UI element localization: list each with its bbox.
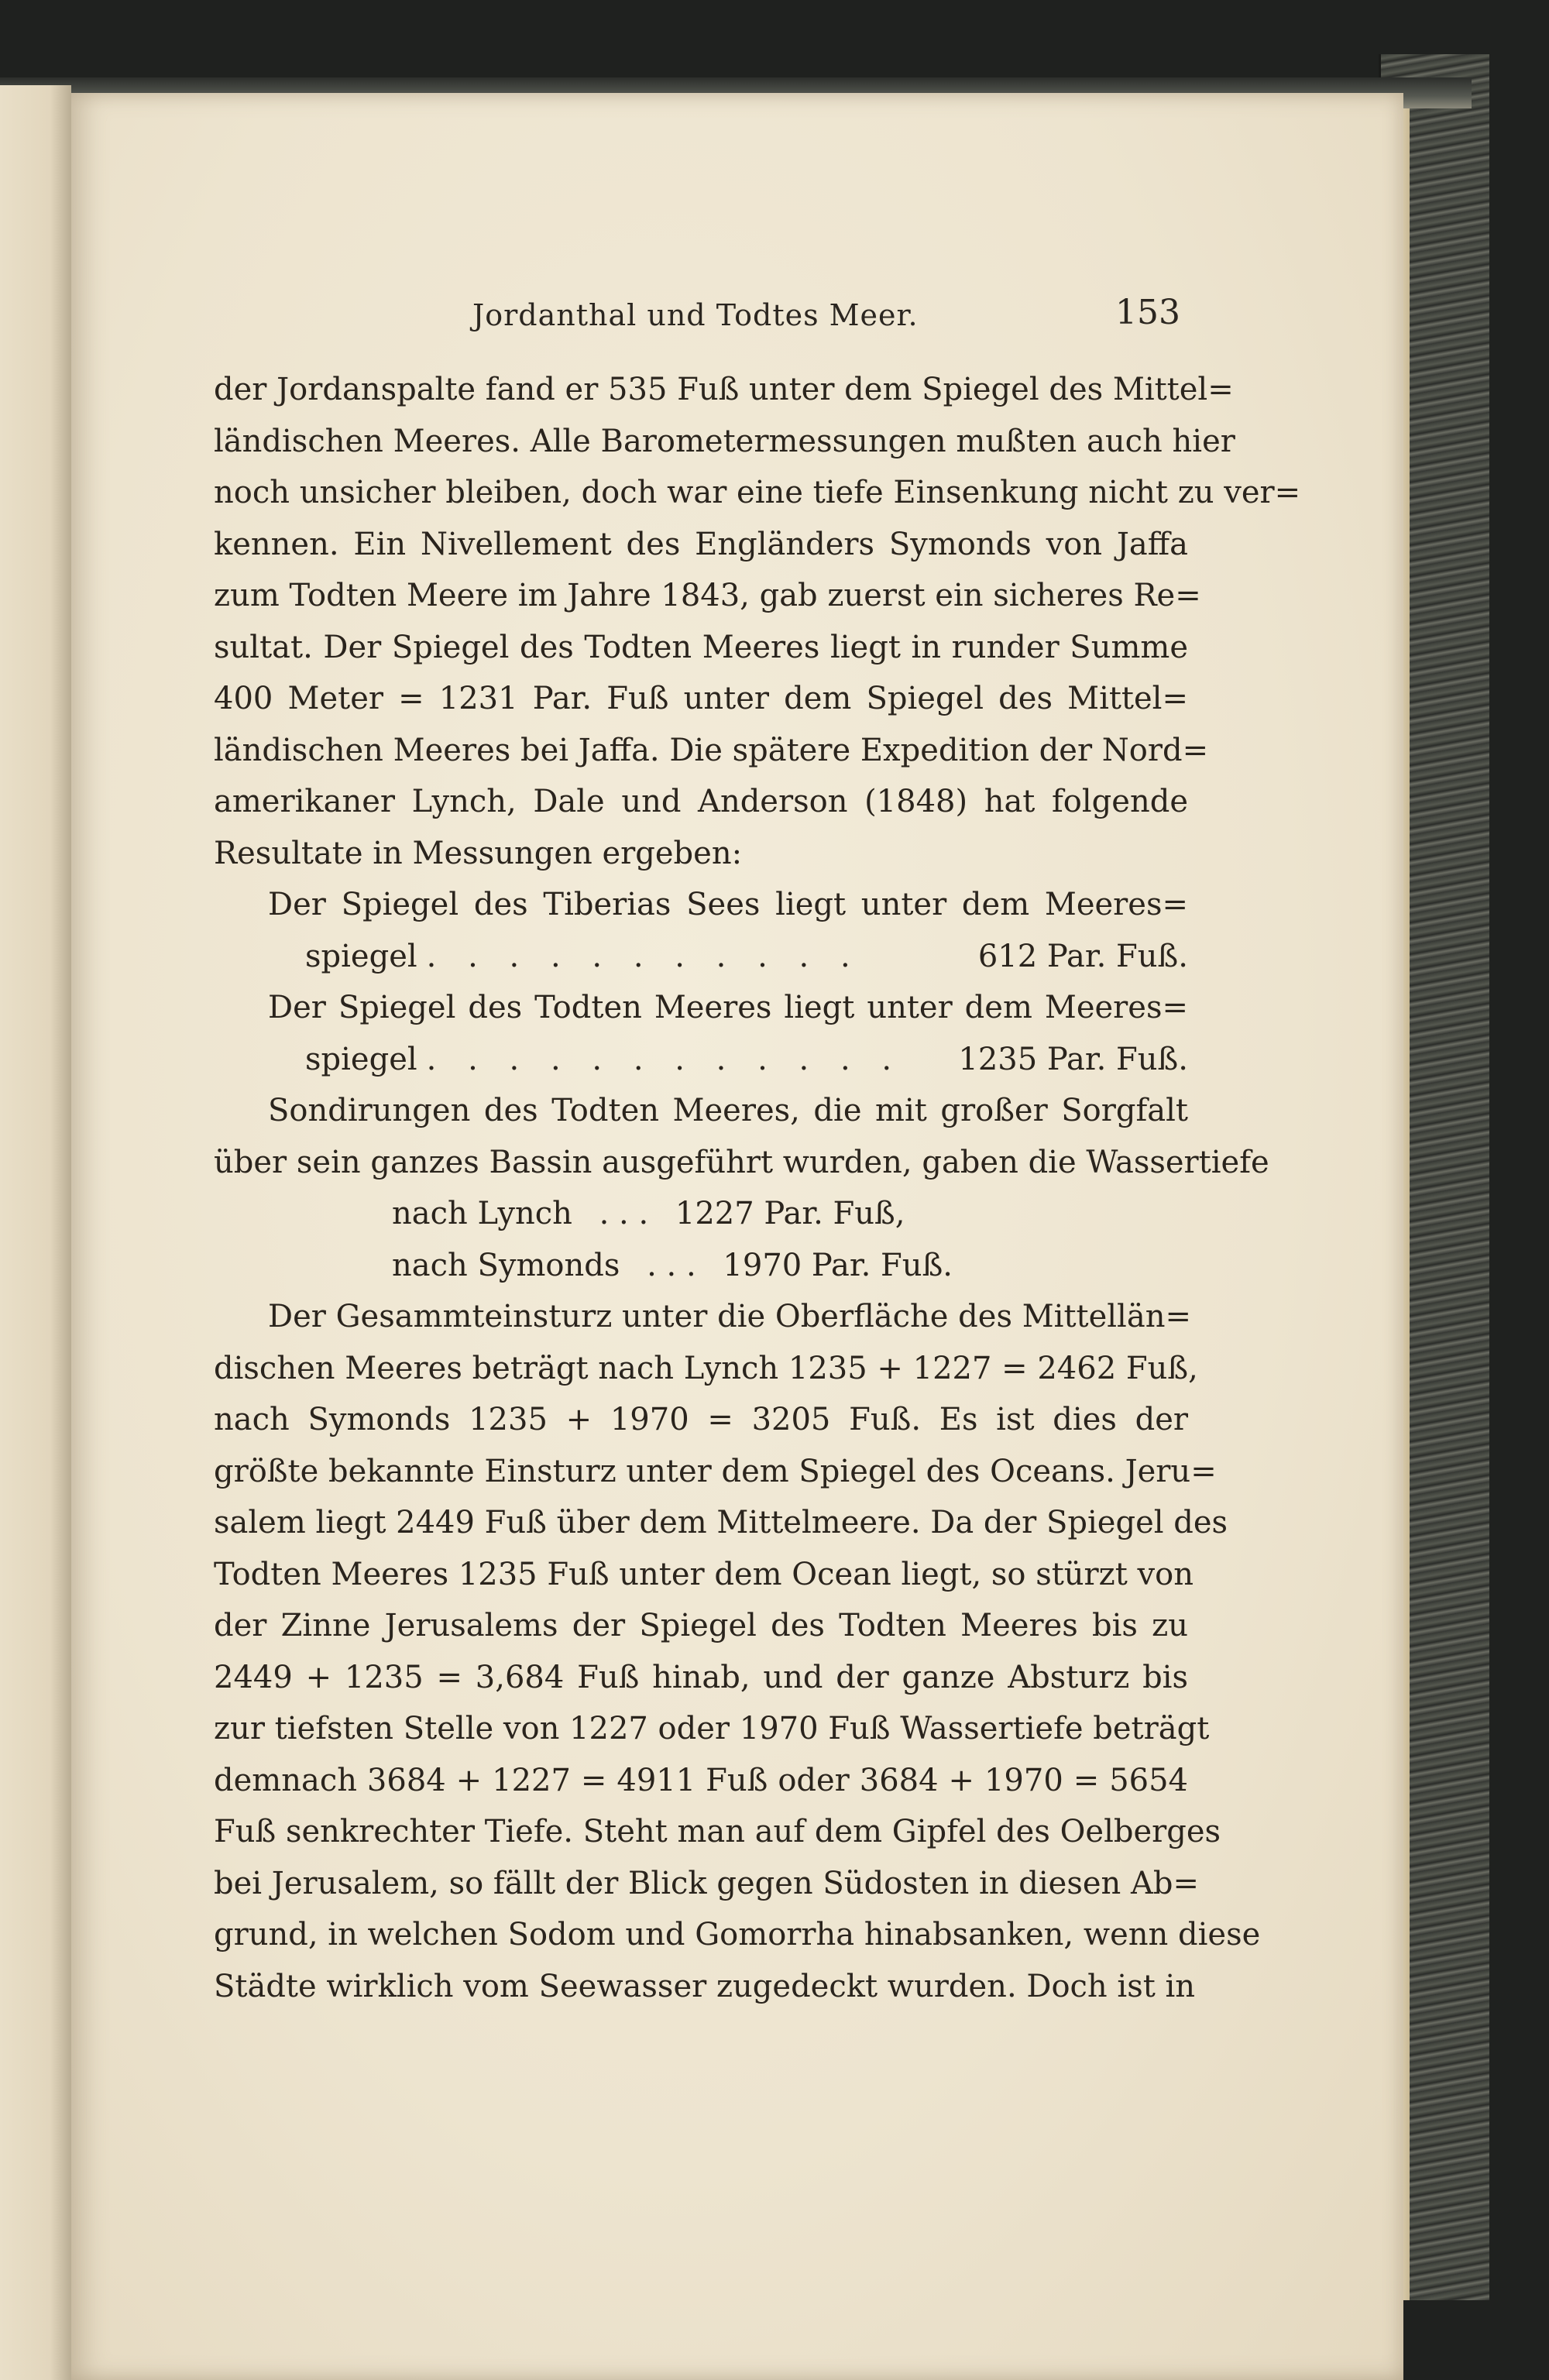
measurement-value: 612 Par. Fuß. (977, 938, 1188, 974)
dot-leader: . . . . . . . . . . . . (426, 1041, 903, 1077)
text-line: 2449 + 1235 = 3,684 Fuß hinab, und der ganze Absturz bis (214, 1659, 1188, 1695)
measurement-value-line (214, 931, 1188, 983)
text-line: Resultate in Messungen ergeben: (214, 835, 743, 871)
text-line: zum Todten Meere im Jahre 1843, gab zuerst ein sicheres Re= (214, 578, 1201, 613)
text-line: Todten Meeres 1235 Fuß unter dem Ocean liegt, so stürzt von (214, 1556, 1194, 1592)
text-line: nach Symonds 1235 + 1970 = 3205 Fuß. Es ist dies der (214, 1402, 1188, 1437)
text-line: amerikaner Lynch, Dale und Anderson (1848) hat folgende (214, 784, 1188, 819)
running-title: Jordanthal und Todtes Meer. (472, 298, 919, 332)
text-line: größte bekannte Einsturz unter dem Spiegel des Oceans. Jeru= (214, 1453, 1217, 1489)
measurement-value-line (214, 1034, 1188, 1086)
measurement-lead: spiegel (305, 1041, 417, 1077)
text-line: dischen Meeres beträgt nach Lynch 1235 + 1227 = 2462 Fuß, (214, 1350, 1198, 1386)
depth-label: nach Symonds (392, 1247, 620, 1283)
paragraph-2 (214, 1085, 1269, 1188)
text-line: demnach 3684 + 1227 = 4911 Fuß oder 3684 + 1970 = 5654 (214, 1762, 1188, 1798)
text-line: ländischen Meeres. Alle Barometermessungen mußten auch hier (214, 423, 1235, 459)
text-line: über sein ganzes Bassin ausgeführt wurden, gaben die Wassertiefe (214, 1144, 1269, 1180)
text-line: sultat. Der Spiegel des Todten Meeres liegt in runder Summe (214, 629, 1188, 665)
depth-value: 1970 Par. Fuß. (723, 1247, 953, 1283)
text-line: noch unsicher bleiben, doch war eine tiefe Einsenkung nicht zu ver= (214, 475, 1301, 510)
measurement-line: Der Spiegel des Todten Meeres liegt unter dem Meeres= (268, 990, 1188, 1025)
text-line: ländischen Meeres bei Jaffa. Die spätere Expedition der Nord= (214, 732, 1209, 768)
depth-row (214, 1240, 1188, 1292)
page-body (214, 364, 1301, 2012)
text-line: kennen. Ein Nivellement des Engländers Symonds von Jaffa (214, 526, 1188, 562)
dot-leader: . . . (599, 1196, 649, 1231)
text-line: 400 Meter = 1231 Par. Fuß unter dem Spiegel des Mittel= (214, 681, 1188, 716)
text-line: Städte wirklich vom Seewasser zugedeckt wurden. Doch ist in (214, 1968, 1196, 2004)
depth-value: 1227 Par. Fuß, (675, 1196, 905, 1231)
dot-leader: . . . (647, 1247, 696, 1283)
text-line: der Jordanspalte fand er 535 Fuß unter dem Spiegel des Mittel= (214, 372, 1234, 407)
text-line: salem liegt 2449 Fuß über dem Mittelmeere. Da der Spiegel des (214, 1505, 1228, 1540)
text-line: der Zinne Jerusalems der Spiegel des Todten Meeres bis zu (214, 1608, 1188, 1643)
paragraph-1 (214, 364, 1301, 879)
text-line: zur tiefsten Stelle von 1227 oder 1970 Fuß Wassertiefe beträgt (214, 1711, 1210, 1746)
measurement-list (214, 879, 1188, 1085)
paragraph-3 (214, 1291, 1261, 2012)
depth-list (214, 1188, 1188, 1291)
left-page-fragment (0, 85, 71, 2380)
text-line: grund, in welchen Sodom und Gomorrha hinabsanken, wenn diese (214, 1917, 1261, 1952)
text-line: Fuß senkrechter Tiefe. Steht man auf dem Gipfel des Oelberges (214, 1814, 1221, 1849)
text-line: Sondirungen des Todten Meeres, die mit großer Sorgfalt (268, 1093, 1188, 1128)
measurement-lead: spiegel (305, 938, 417, 974)
text-line: Der Gesammteinsturz unter die Oberfläche des Mittellän= (268, 1299, 1191, 1334)
depth-label: nach Lynch (392, 1196, 572, 1231)
measurement-line: Der Spiegel des Tiberias Sees liegt unter dem Meeres= (268, 887, 1188, 922)
measurement-value: 1235 Par. Fuß. (958, 1041, 1188, 1077)
dot-leader: . . . . . . . . . . . (426, 938, 861, 974)
text-line: bei Jerusalem, so fällt der Blick gegen Südosten in diesen Ab= (214, 1865, 1200, 1901)
depth-row (214, 1188, 1188, 1240)
page-number: 153 (1115, 293, 1180, 332)
